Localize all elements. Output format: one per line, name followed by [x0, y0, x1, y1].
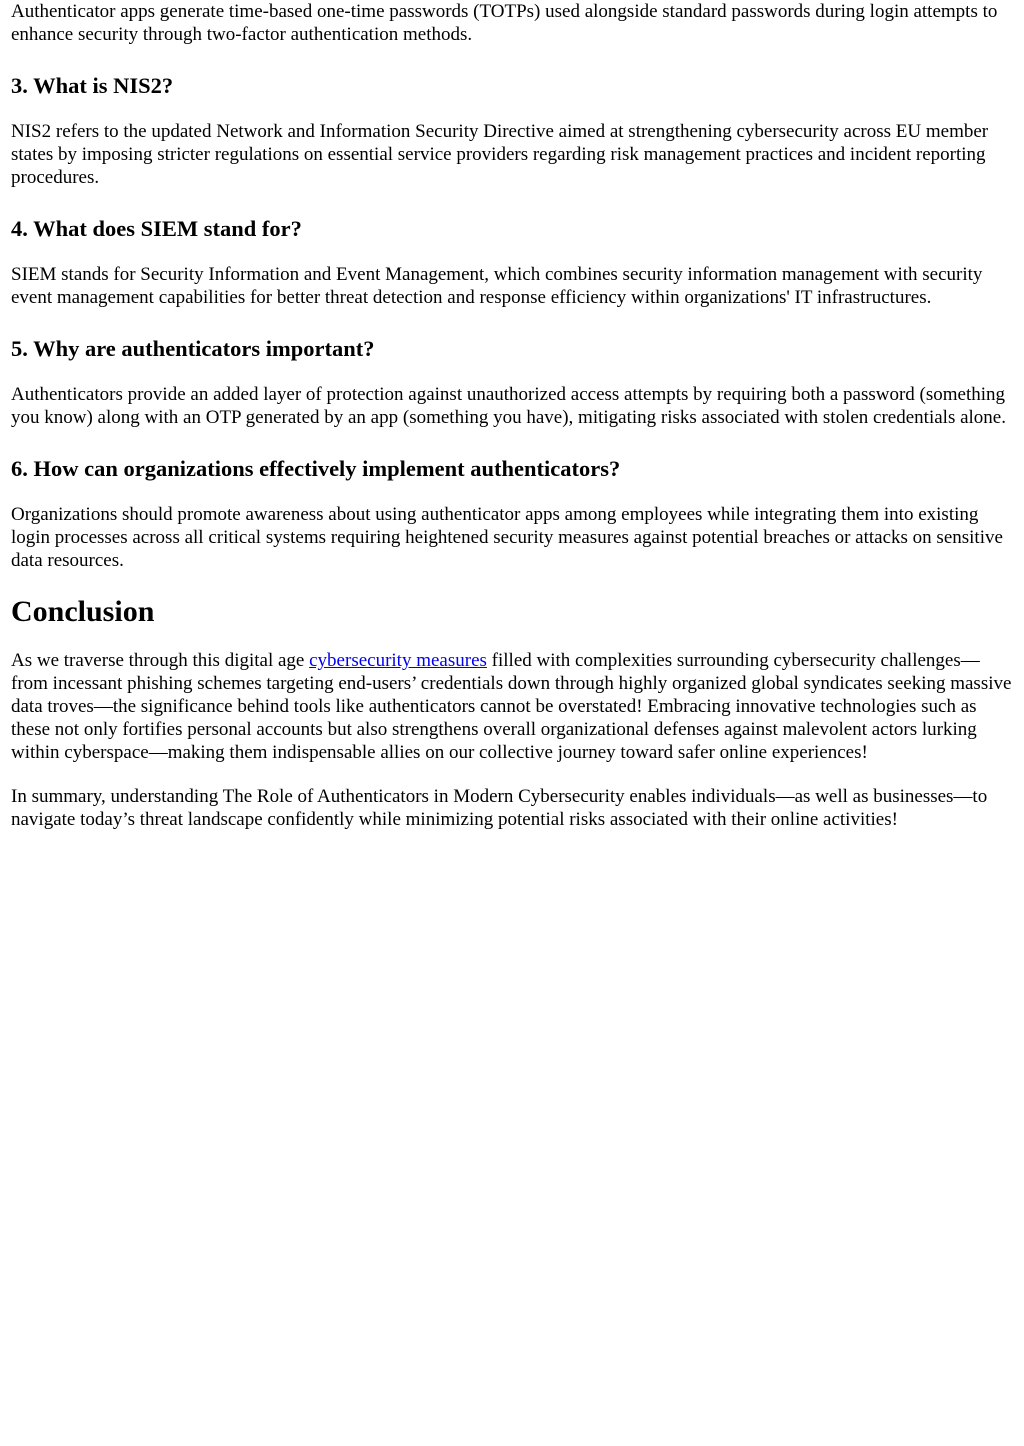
intro-paragraph: Authenticator apps generate time-based one-time passwords (TOTPs) used alongside standard passwords during login attempts to enhance security through two-factor authentication methods. — [11, 1, 998, 45]
faq-answer-4: SIEM stands for Security Information and Event Management, which combines security information management with security event management capabilities for better threat detection and response efficiency within organizations' IT infrastructures. — [11, 264, 983, 308]
faq-answer-3: NIS2 refers to the updated Network and Information Security Directive aimed at strengthening cybersecurity across EU member states by imposing stricter regulations on essential service providers regarding risk management practices and incident reporting procedures. — [11, 121, 989, 188]
faq-answer-6: Organizations should promote awareness about using authenticator apps among employees while integrating them into existing login processes across all critical systems requiring heightened security measures against potential breaches or attacks on sensitive data resources. — [11, 504, 1003, 571]
conclusion-paragraph-2: In summary, understanding The Role of Authenticators in Modern Cybersecurity enables individuals—as well as businesses—to navigate today’s threat landscape confidently while minimizing potential risks associated with their online activities! — [11, 786, 988, 830]
faq-question-4: 4. What does SIEM stand for? — [11, 216, 302, 241]
conclusion-paragraph-1 — [11, 649, 1012, 764]
faq-answer-5: Authenticators provide an added layer of protection against unauthorized access attempts by requiring both a password (something you know) along with an OTP generated by an app (something you have), mitigating risks associated with stolen credentials alone. — [11, 384, 1006, 428]
conclusion-text-start: As we traverse through this digital age — [11, 650, 310, 671]
cybersecurity-measures-link[interactable]: cybersecurity measures — [309, 650, 487, 671]
conclusion-heading: Conclusion — [11, 595, 155, 628]
conclusion-text-end: filled with complexities surrounding cybersecurity challenges—from incessant phishing schemes targeting end-users’ credentials down through highly organized global syndicates seeking massive data troves—the significance behind tools like authenticators cannot be overstated! Embracing innovative technologies such as these not only fortifies personal accounts but also strengthens overall organizational defenses against malevolent actors lurking within cyberspace—making them indispensable allies on our collective journey toward safer online experiences! — [11, 650, 1012, 763]
faq-question-5: 5. Why are authenticators important? — [11, 336, 375, 361]
faq-question-3: 3. What is NIS2? — [11, 73, 174, 98]
faq-question-6: 6. How can organizations effectively implement authenticators? — [11, 456, 621, 481]
